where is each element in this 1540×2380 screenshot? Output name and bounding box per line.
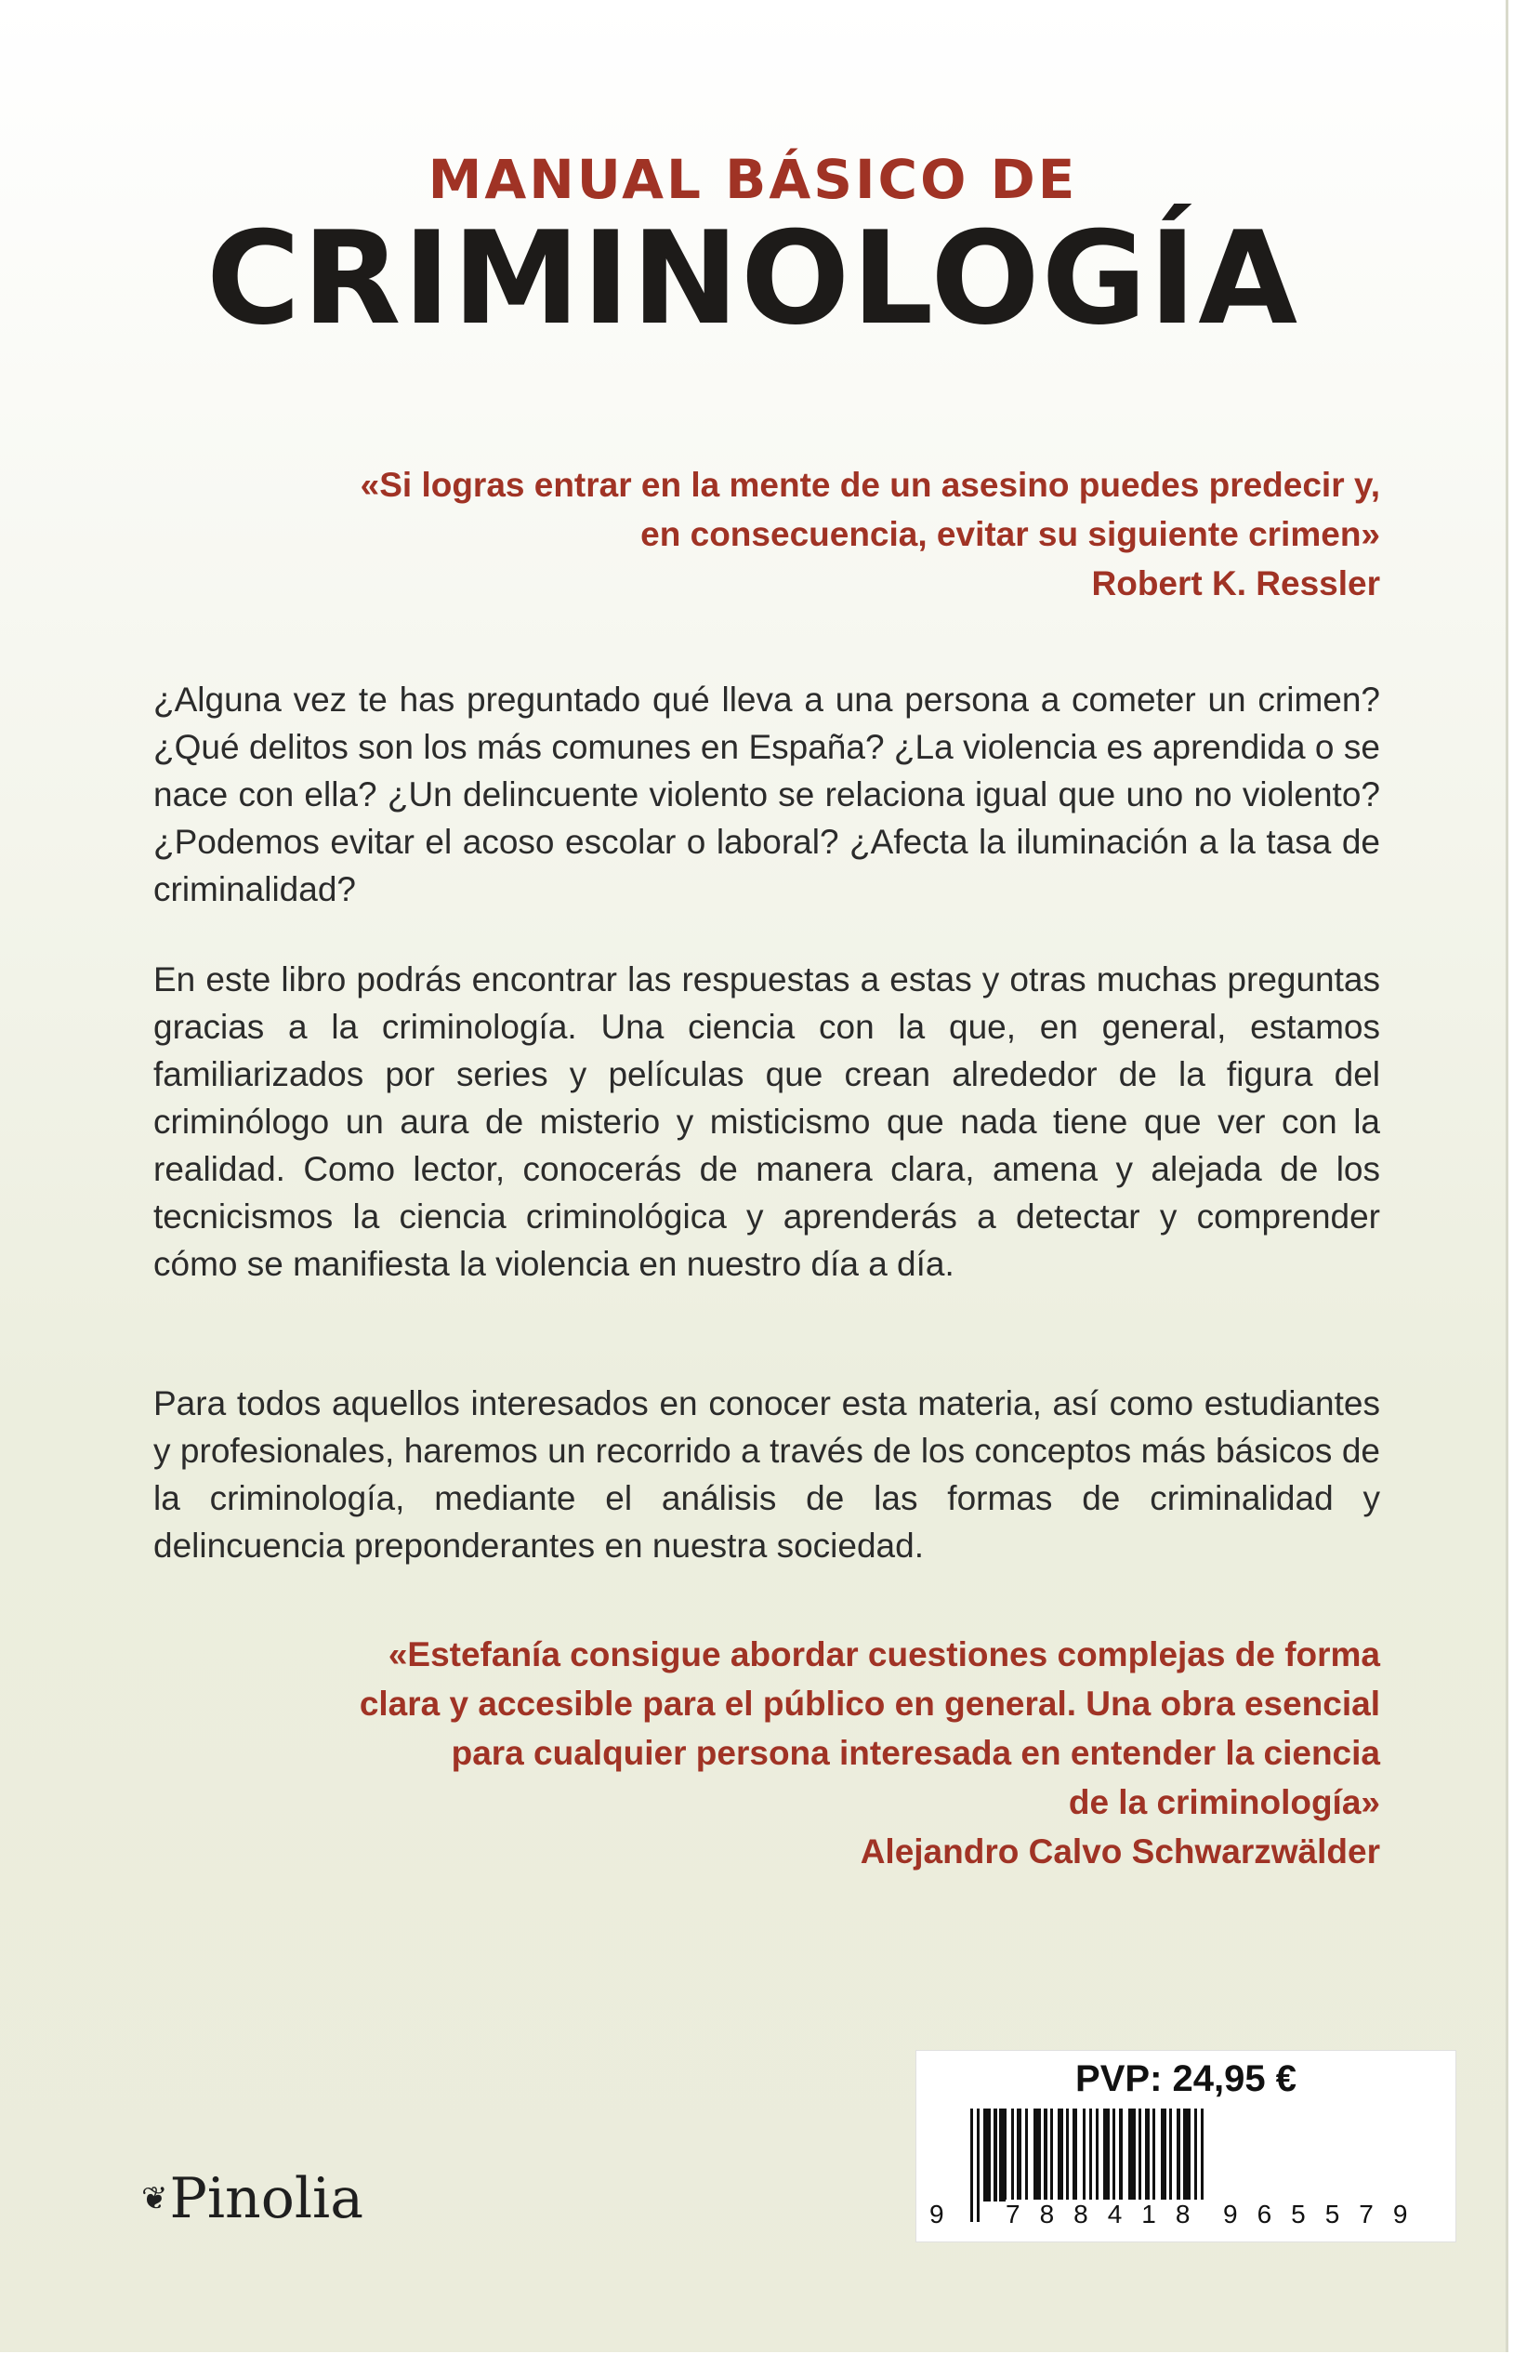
- body-paragraph-3: [153, 1380, 1380, 1569]
- review-line: de la criminología»: [1068, 1783, 1380, 1821]
- review-author: Alejandro Calvo Schwarzwälder: [860, 1832, 1380, 1871]
- epigraph-author: Robert K. Ressler: [1091, 564, 1380, 602]
- barcode-label: [915, 2050, 1456, 2242]
- epigraph-line: «Si logras entrar en la mente de un asesino puedes predecir y,: [360, 466, 1380, 504]
- review-line: clara y accesible para el público en general. Una obra esencial: [359, 1685, 1380, 1723]
- publisher-name: Pinolia: [169, 2166, 363, 2231]
- cover-kicker: MANUAL BÁSICO DE: [428, 148, 1078, 211]
- leaf-sprig-icon: ❦: [141, 2180, 168, 2217]
- barcode-lead-digit: 9: [929, 2200, 944, 2228]
- epigraph-line: en consecuencia, evitar su siguiente crimen»: [640, 515, 1380, 553]
- body-paragraph-2: [153, 956, 1380, 1288]
- review-line: «Estefanía consigue abordar cuestiones complejas de forma: [388, 1635, 1380, 1673]
- paragraph-text: Para todos aquellos interesados en conocer esta materia, así como estudiantes y profesionales, haremos un recorrido a través de los conceptos más básicos de la criminología, mediante el análisis de las formas de criminalidad y delincuencia preponderantes en nuestra sociedad.: [153, 1384, 1380, 1565]
- barcode-right-digits: 965579: [1223, 2200, 1428, 2228]
- paragraph-text: En este libro podrás encontrar las respuestas a estas y otras muchas preguntas gracias a la criminología. Una ciencia con la que, en general, estamos familiarizados por series y películas que crean alrededor de la figura del criminólogo un aura de misterio y misticismo que nada tiene que ver con la realidad. Como lector, conocerás de manera clara, amena y alejada de los tecnicismos la ciencia criminológica y aprenderás a detectar y comprender cómo se manifiesta la violencia en nuestro día a día.: [153, 960, 1380, 1283]
- paragraph-text: ¿Alguna vez te has preguntado qué lleva a una persona a cometer un crimen? ¿Qué delitos son los más comunes en España? ¿La violencia es aprendida o se nace con ella? ¿Un delincuente violento se relaciona igual que uno no violento? ¿Podemos evitar el acoso escolar o laboral? ¿Afecta la iluminación a la tasa de criminalidad?: [153, 681, 1380, 908]
- publisher-logo: [141, 2162, 363, 2236]
- barcode-left-digits: 788418: [1006, 2200, 1210, 2228]
- review-line: para cualquier persona interesada en entender la ciencia: [451, 1734, 1380, 1772]
- cover-title: CRIMINOLOGÍA: [205, 204, 1300, 353]
- review-quote: [149, 1630, 1380, 1876]
- body-paragraph-1: [153, 676, 1380, 913]
- price-label: PVP: 24,95 €: [1075, 2058, 1296, 2099]
- epigraph-quote: [149, 460, 1380, 608]
